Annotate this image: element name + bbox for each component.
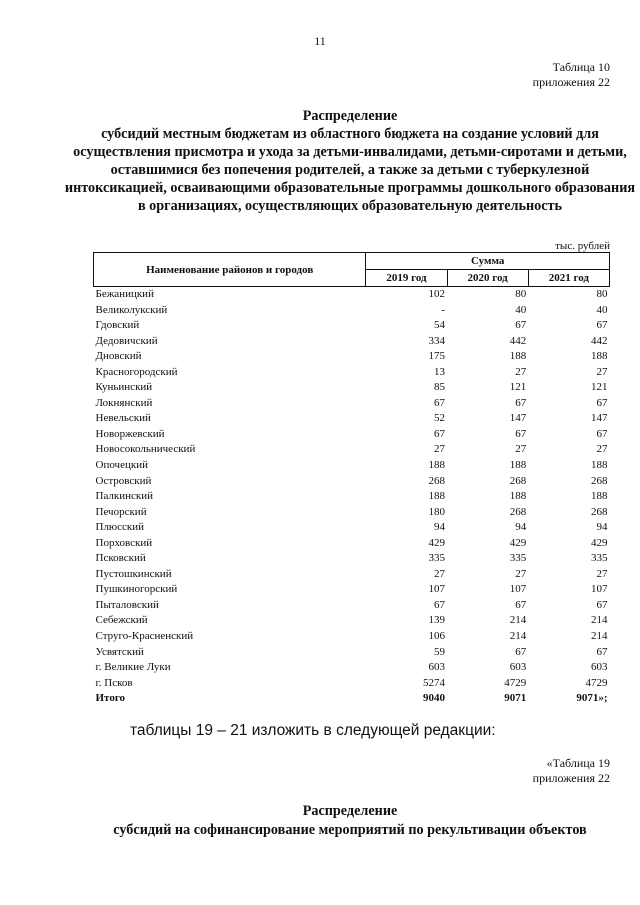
- value-2019: 85: [434, 381, 446, 394]
- column-header-2020: 2020 год: [447, 270, 528, 287]
- table10-reference: [533, 60, 610, 90]
- value-2021: 27: [596, 365, 608, 378]
- value-2021: 67: [596, 645, 608, 658]
- district-name: Палкинский: [95, 490, 154, 503]
- table19-reference-line2: приложения 22: [532, 771, 610, 785]
- district-name: Пушкиногорский: [95, 583, 178, 596]
- value-2021: 67: [596, 427, 608, 440]
- value-2019: -: [441, 303, 446, 316]
- district-name: Печорский: [95, 505, 147, 518]
- value-2021: 335: [591, 552, 608, 565]
- value-2020: 80: [515, 288, 527, 300]
- value-2019: 268: [428, 474, 446, 487]
- value-2021: 67: [596, 396, 608, 409]
- table-row: [94, 458, 610, 474]
- table-row: [94, 380, 610, 396]
- value-2020: 188: [509, 350, 527, 363]
- district-name: Дедовичский: [95, 334, 158, 347]
- value-2019: 188: [428, 490, 446, 503]
- table-row: [94, 349, 610, 365]
- district-name: Островский: [95, 474, 152, 487]
- district-name: Усвятский: [95, 645, 144, 658]
- value-2019: 5274: [423, 676, 446, 689]
- value-2021: 147: [591, 412, 608, 425]
- value-2020: 67: [515, 427, 527, 440]
- table-row: [94, 396, 610, 412]
- value-2020: 27: [515, 567, 527, 580]
- table-row: [94, 334, 610, 350]
- value-2021: 188: [591, 350, 608, 363]
- table10-title: Распределение: [302, 108, 398, 124]
- value-2020: 147: [509, 412, 527, 425]
- value-2020: 107: [509, 583, 527, 596]
- value-2019: 27: [434, 443, 446, 456]
- district-name: г. Псков: [95, 676, 133, 689]
- units-label: тыс. рублей: [555, 240, 610, 252]
- value-2019: 67: [434, 396, 446, 409]
- total-label: Итого: [95, 692, 126, 705]
- value-2020: 67: [515, 396, 527, 409]
- total-value-2020: 9071: [504, 692, 527, 705]
- value-2020: 603: [509, 661, 527, 674]
- table-row: [94, 318, 610, 334]
- value-2021: 188: [591, 459, 608, 472]
- value-2019: 102: [428, 288, 446, 300]
- value-2020: 27: [515, 443, 527, 456]
- value-2020: 67: [515, 598, 527, 611]
- value-2021: 80: [596, 288, 608, 300]
- table19-title: Распределение: [302, 803, 398, 819]
- table10-reference-line2: приложения 22: [532, 75, 610, 89]
- district-name: Великолукский: [95, 303, 168, 316]
- value-2020: 335: [509, 552, 527, 565]
- district-name: Псковский: [95, 552, 146, 565]
- table-row: [94, 645, 610, 661]
- table10-reference-line1: Таблица 10: [552, 60, 610, 74]
- value-2020: 268: [509, 474, 527, 487]
- value-2021: 442: [591, 334, 608, 347]
- district-name: Куньинский: [95, 381, 153, 394]
- table-row: [94, 536, 610, 552]
- table-header-row: [94, 253, 610, 270]
- value-2019: 180: [428, 505, 446, 518]
- table-row: [94, 660, 610, 676]
- table-row: [94, 303, 610, 319]
- district-name: Невельский: [95, 412, 151, 425]
- district-name: Бежаницкий: [95, 288, 154, 300]
- value-2020: 429: [509, 536, 527, 549]
- district-name: Струго-Красненский: [95, 630, 194, 643]
- table-row: [94, 411, 610, 427]
- district-name: Гдовский: [95, 319, 140, 332]
- value-2020: 268: [509, 505, 527, 518]
- total-value-2019: 9040: [423, 692, 446, 705]
- value-2019: 52: [434, 412, 446, 425]
- value-2020: 4729: [504, 676, 527, 689]
- value-2021: 27: [596, 443, 608, 456]
- table19-subtitle: субсидий на софинансирование мероприятий по рекультивации объектов: [113, 822, 587, 838]
- value-2020: 188: [509, 490, 527, 503]
- column-header-2019: 2019 год: [366, 270, 447, 287]
- value-2019: 67: [434, 598, 446, 611]
- district-name: Себежский: [95, 614, 148, 627]
- value-2020: 67: [515, 319, 527, 332]
- value-2020: 27: [515, 365, 527, 378]
- total-value-2021: 9071»;: [576, 692, 608, 705]
- table-row: [94, 676, 610, 692]
- value-2019: 67: [434, 427, 446, 440]
- table-row: [94, 613, 610, 629]
- value-2020: 67: [515, 645, 527, 658]
- value-2019: 188: [428, 459, 446, 472]
- table-row: [94, 582, 610, 598]
- value-2020: 94: [515, 521, 527, 534]
- value-2020: 188: [509, 459, 527, 472]
- district-name: Плюсский: [95, 521, 145, 534]
- page-number: 11: [314, 34, 326, 48]
- value-2019: 107: [428, 583, 446, 596]
- district-name: Дновский: [95, 350, 142, 363]
- table-row: [94, 598, 610, 614]
- value-2021: 27: [596, 567, 608, 580]
- district-name: Опочецкий: [95, 459, 148, 472]
- instruction-text: таблицы 19 – 21 изложить в следующей редакции:: [130, 722, 496, 739]
- value-2021: 67: [596, 319, 608, 332]
- value-2019: 429: [428, 536, 446, 549]
- value-2019: 175: [428, 350, 446, 363]
- district-name: Новоржевский: [95, 427, 165, 440]
- district-name: Пыталовский: [95, 598, 159, 611]
- value-2019: 334: [428, 334, 446, 347]
- value-2021: 429: [591, 536, 608, 549]
- district-name: г. Великие Луки: [95, 661, 171, 674]
- value-2021: 268: [591, 505, 608, 518]
- value-2021: 4729: [585, 676, 608, 689]
- table-row: [94, 520, 610, 536]
- district-name: Новосокольнический: [95, 443, 196, 456]
- value-2019: 54: [434, 319, 446, 332]
- table19-reference: [533, 756, 610, 786]
- district-name: Пустошкинский: [95, 567, 172, 580]
- value-2020: 121: [509, 381, 527, 394]
- value-2019: 106: [428, 630, 446, 643]
- table-row: [94, 442, 610, 458]
- value-2019: 603: [428, 661, 446, 674]
- column-header-2021: 2021 год: [528, 270, 609, 287]
- value-2020: 40: [515, 303, 527, 316]
- value-2019: 94: [434, 521, 446, 534]
- value-2020: 214: [509, 630, 527, 643]
- table-row: [94, 505, 610, 521]
- value-2021: 40: [596, 303, 608, 316]
- table-total-row: [94, 691, 610, 707]
- table-row: [94, 567, 610, 583]
- table-row: [94, 287, 610, 303]
- value-2019: 27: [434, 567, 446, 580]
- table-row: [94, 551, 610, 567]
- value-2021: 94: [596, 521, 608, 534]
- table-row: [94, 474, 610, 490]
- value-2019: 59: [434, 645, 446, 658]
- value-2021: 268: [591, 474, 608, 487]
- table-row: [94, 489, 610, 505]
- table10-subtitle: субсидий местным бюджетам из областного бюджета на создание условий для осуществления присмотра и ухода за детьми-инвалидами, детьми-сиротами и детьми, оставшимися без попечения родителей, а также за детьми с туберкулезной интоксикацией, осваивающими образовательные программы дошкольного образования в организациях, осуществляющих образовательную деятельность: [64, 126, 636, 214]
- value-2020: 442: [509, 334, 527, 347]
- value-2019: 139: [428, 614, 446, 627]
- table19-reference-line1: «Таблица 19: [546, 756, 610, 770]
- table-row: [94, 365, 610, 381]
- table-body: [94, 287, 610, 707]
- value-2021: 603: [591, 661, 608, 674]
- district-name: Локнянский: [95, 396, 153, 409]
- value-2021: 188: [591, 490, 608, 503]
- subsidy-table: [93, 252, 610, 707]
- value-2019: 13: [434, 365, 446, 378]
- value-2020: 214: [509, 614, 527, 627]
- column-header-name: Наименование районов и городов: [94, 253, 366, 287]
- table-row: [94, 427, 610, 443]
- value-2021: 214: [591, 614, 608, 627]
- district-name: Порховский: [95, 536, 153, 549]
- table-row: [94, 629, 610, 645]
- column-header-sum: Сумма: [366, 253, 610, 270]
- value-2021: 121: [591, 381, 608, 394]
- value-2021: 67: [596, 598, 608, 611]
- value-2021: 214: [591, 630, 608, 643]
- district-name: Красногородский: [95, 365, 178, 378]
- value-2019: 335: [428, 552, 446, 565]
- value-2021: 107: [591, 583, 608, 596]
